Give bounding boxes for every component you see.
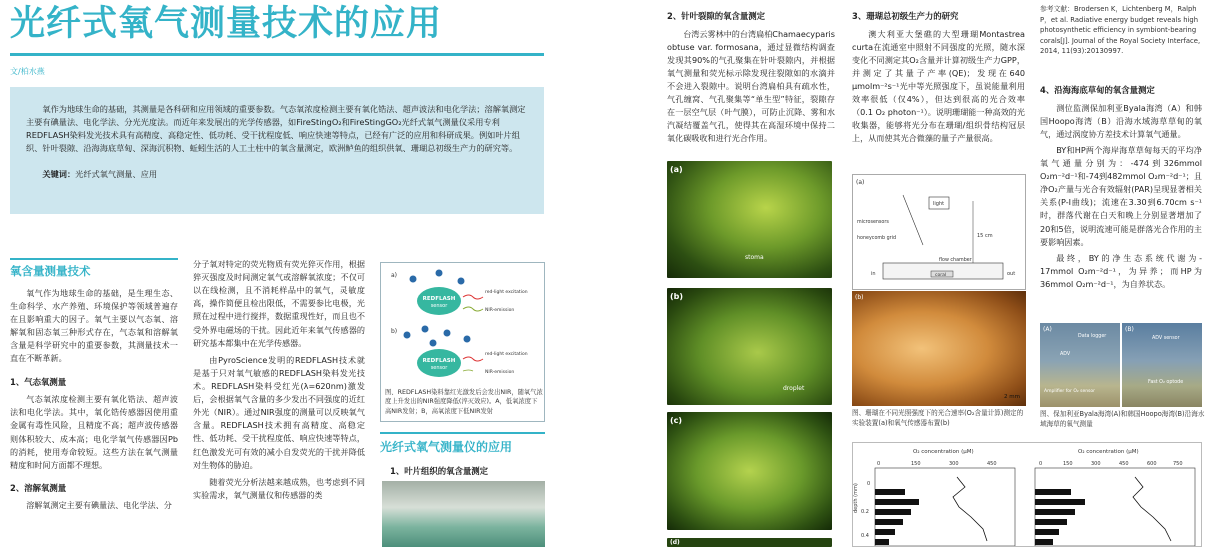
keywords-text: 光纤式氧气测量、应用	[75, 168, 158, 179]
abstract-box	[10, 87, 544, 214]
seagrass-caption: 图、保加利亚Byala海湾(A)和韩国Hoopo海湾(B)沿海水域海草的氧气测量	[1040, 410, 1205, 428]
diag-in: in	[871, 271, 876, 277]
article-title: 光纤式氧气测量技术的应用	[10, 4, 443, 44]
sub-leaf-tissue: 1、叶片组织的氧含量测定	[390, 466, 488, 476]
rcol3-p2: BY和HP两个海岸海草草甸每天的平均净氧气通量分别为：-474到326mmol O₂m⁻²d⁻¹和-74到482mmol O₂m⁻²d⁻¹；且净O₂产量与光合有效辐射(PAR)呈现显著相关关系(P-I曲线)；流速在3.30到6.70cm s⁻¹时，群落代谢在白天和晚上分别显著增加了20和5倍，说明流速可能是群落光合作用的主要影响因素。	[1040, 144, 1202, 247]
nir-label-a: NIR-emission	[485, 308, 515, 313]
nir-label-b: NIR-emission	[485, 370, 515, 375]
excitation-label-a: red-light excitation	[485, 290, 528, 295]
keywords-label: 关键词：	[42, 168, 76, 179]
rcol1-text: 台湾云雾林中的台湾扁柏Chamaecyparis obtuse var. formosana，通过显微结构调查发现其90%的气孔聚集在针叶裂隙内，并根据氧气测量和荧光标示除发现往裂隙如的水滴并不会进入裂隙中。说明台湾扁柏具有疏水性，气孔缠窝、气孔聚集等“单生型”特征，裂隙存在一层空气层（叶气膜），可防止沉降、雾和水汽凝结覆盖气孔，使得其在高湿环境中保持二氧化碳吸收和进行光合作用。	[667, 28, 835, 144]
col1-sub1-text: 气态氧浓度检测主要有氧化锆法、超声波法和电化学法。其中，氧化锆传感器因使用重金属有毒性风险，且精度不高；超声波传感器则体积较大、成本高；电化学氧气传感器因Pb的消耗，使用寿命较短。这些方法在氧气测量精度和时间方面都不理想。	[10, 394, 178, 470]
tick-1-3: 450	[987, 461, 997, 467]
tick-2-5: 750	[1173, 461, 1183, 467]
title-rule	[10, 53, 544, 56]
col1-sub2-text: 溶解氧测定主要有碘量法、电化学法、分	[26, 500, 172, 511]
diag-light: light	[933, 201, 945, 207]
redflash-caption: 图、REDFLASH染料靠红光激发后会发出NIR，随氧气浓度上升发出的NIR强度降低(淬灭效应)。A，低氧浓度下高NIR发射；B，高氧浓度下低NIR发射	[385, 389, 543, 415]
tick-1-2: 300	[949, 461, 959, 467]
right-column-1	[667, 6, 835, 146]
sub-dissolved-oxygen: 2、溶解氧测量	[10, 482, 67, 493]
excitation-label-b: red-light excitation	[485, 352, 528, 357]
sg-amp: Amplifier for O₂ sensor	[1044, 389, 1096, 394]
redflash-diagram	[381, 263, 544, 387]
tick-2-0: 0	[1039, 461, 1043, 467]
sg-adv-sensor: ADV sensor	[1152, 336, 1180, 341]
ytick-2: 0.4	[861, 533, 869, 539]
coral-scale: 2 mm	[1004, 394, 1020, 401]
coral-setup-diagram	[852, 174, 1026, 290]
col2-p2: 由PyroScience发明的REDFLASH技术就是基于只对氧气敏感的REDFLASH染料发光技术。REDFLASH染料受红光(λ=620nm)激发后，会根据氧气含量的多少发出不同强度的近红外光（NIR）。通过NIR强度的测量可以反映氧气含量。REDFLASH技术拥有高精度、高稳定性、低功耗、受干扰程度低、响应快速等特点，红色激发光可有效的减小自发荧光的干扰并降低对生物体的胁迫。	[193, 354, 365, 470]
diag-label-a: (a)	[856, 179, 865, 186]
oxygen-profile-chart	[852, 442, 1202, 547]
section-title-oxygen-measurement: 氧含量测量技术	[10, 258, 178, 279]
sg-label-b: (B)	[1125, 326, 1134, 333]
diag-flow: flow chamber	[939, 258, 972, 263]
sg-fast: Fast O₂ optode	[1148, 380, 1184, 385]
photo-label-c: (c)	[670, 416, 683, 425]
ytick-0: 0	[867, 481, 871, 487]
right-column-3	[1040, 80, 1202, 291]
sg-adv: ADV	[1060, 352, 1071, 357]
sensor-sub-a: sensor	[430, 303, 448, 309]
chart-top-label-2: O₂ concentration (μM)	[1078, 449, 1139, 455]
col2-p3: 随着荧光分析法越来越成熟，也考虑到不同实验需求，氧气测量仪和传感器的类	[193, 476, 365, 500]
sensor-text-a: REDFLASH	[422, 296, 456, 302]
oxygen-profile-svg	[853, 443, 1201, 546]
leaf-tissue-photo	[382, 481, 545, 547]
sub-seagrass-meadow: 4、沿海海底草甸的氧含量测定	[1040, 85, 1155, 95]
rcol3-p1: 测位监测保加利亚Byala海湾（A）和韩国Hoopo海湾（B）沿海水域海草草甸的氧气，通过涡度协方差技术计算氧气通量。	[1040, 102, 1202, 139]
chart-top-label-1: O₂ concentration (μM)	[913, 449, 974, 455]
diag-grid: honeycomb grid	[857, 236, 897, 241]
droplet-label: droplet	[783, 385, 805, 392]
photo-label-b: (b)	[670, 292, 684, 301]
author: 文/柏水燕	[10, 67, 45, 76]
coral-photo	[852, 291, 1026, 406]
sub-gas-oxygen: 1、气态氧测量	[10, 376, 67, 387]
diag-out: out	[1007, 271, 1016, 277]
diag-coral: coral	[935, 273, 947, 278]
tick-1-0: 0	[877, 461, 881, 467]
leaf-photo-b	[667, 288, 832, 405]
sg-datalogger: Data logger	[1078, 334, 1107, 339]
sensor-sub-b: sensor	[430, 365, 448, 371]
sg-label-a: (A)	[1043, 326, 1052, 333]
tick-2-4: 600	[1147, 461, 1157, 467]
abstract-text: 氧作为地球生命的基础，其测量是各科研和应用领域的重要参数。气态氧浓度检测主要有氧化锆法、超声波法和电化学法；溶解氧测定主要有碘量法、电化学法、分光光度法。而近年来发展出的光学传感器，如FireStingO₂和FireStingGO₂光纤式氧气测量仪采用专利REDFLASH染料发光技术具有高精度、高稳定性、低功耗、受干扰程度低、响应快速等特点，已经有广泛的应用和科研成果。例如叶片组织、针叶裂隙、沿海海底草甸、深海沉积物、蚯蚓生活的人工土柱中的氧含量测定，欧洲鲈鱼的组织供氧、珊瑚总初级生产力的研究等。	[26, 104, 526, 154]
section-title-applications: 光纤式氧气测量仪的应用	[380, 432, 545, 456]
stoma-label: stoma	[745, 254, 764, 261]
column-1	[10, 258, 178, 513]
diag-micro: microsensors	[857, 220, 889, 225]
chart-ylabel: depth (mm)	[853, 483, 859, 513]
figure-label-a: a)	[391, 272, 398, 279]
right-column-2	[852, 6, 1025, 146]
seagrass-photo-b	[1122, 323, 1202, 407]
rcol2-text: 澳大利亚大堡礁的大型珊瑚Montastrea curta在流通室中照射不同强度的光照，随水深变化不同测定其O₂含量并计算初级生产力GPP，并测定了其量子产率(QE)；发现在640 μmolm⁻²s⁻¹光中等光照强度下，虽说能量利用效率很低（仅4%），但达到很高的光合效率（0.1 O₂ photon⁻¹）。说明珊瑚能一种高效的光收集器，能够将光分布在珊瑚/组织骨结构冠层上，从而使其光合微藻的量子产量很高。	[852, 28, 1025, 144]
coral-photo-label: (b)	[855, 294, 864, 301]
tick-1-1: 150	[911, 461, 921, 467]
sub-needle-crevice: 2、针叶裂隙的氧含量测定	[667, 11, 765, 21]
sub-coral-productivity: 3、珊瑚总初级生产力的研究	[852, 11, 959, 21]
leaf-photo-a	[667, 161, 832, 278]
coral-caption: 图、珊瑚在不同光照强度下的光合速率(O₂含量计算)测定的实验装置(a)和氧气传感器布置(b)	[852, 409, 1024, 427]
col1-intro: 氧气作为地球生命的基础，是生理生态、生命科学、水产养殖、环境保护等领域普遍存在且影响重大的因子。氧气主要以气态氧、溶解氧和固态氧三种形式存在，气态氧和溶解氧含量是科学研究中的重要参数，其测量技术一直在不断革新。	[10, 287, 178, 364]
coral-setup-svg	[853, 175, 1025, 289]
tick-2-2: 300	[1091, 461, 1101, 467]
tick-2-3: 450	[1119, 461, 1129, 467]
leaf-photo-d	[667, 538, 832, 547]
ytick-1: 0.2	[861, 509, 869, 515]
col2-p1: 分子氧对特定的荧光物质有荧光猝灭作用，根据猝灭强度及时间测定氧气或溶解氧浓度；不仅可以在线检测，且不消耗样品中的氧气，灵敏度高，操作简便且检出限低，不需要参比电极，光照在过程中进行搅拌，数据重现性好，而且也不受外界电磁场的干扰。因此近年来氧气传感器的研究基本都集中在光学传感器。	[193, 259, 365, 348]
sensor-text-b: REDFLASH	[422, 358, 456, 364]
references: 参考文献：Brodersen K，Lichtenberg M，Ralph P，et al. Radiative energy budget reveals high photosynthetic efficiency in symbiont-bearing corals[J]. Journal of the Royal Society Interface, 2014, 11(93):20130997.	[1040, 5, 1201, 56]
photo-label-d: (d)	[670, 539, 680, 546]
column-2	[193, 258, 365, 502]
photo-label-a: (a)	[670, 165, 683, 174]
page-gutter	[560, 0, 605, 547]
rcol3-p3: 最终，BY的净生态系统代谢为- 17mmol O₂m⁻²d⁻¹，为异养；而HP为36mmol O₂m⁻²d⁻¹，为自养状态。	[1040, 252, 1202, 290]
seagrass-photo-a	[1040, 323, 1120, 407]
tick-2-1: 150	[1063, 461, 1073, 467]
diag-depth: 15 cm	[977, 233, 993, 239]
keywords	[26, 168, 528, 181]
leaf-photo-c	[667, 412, 832, 530]
figure-label-b: b)	[391, 328, 398, 335]
